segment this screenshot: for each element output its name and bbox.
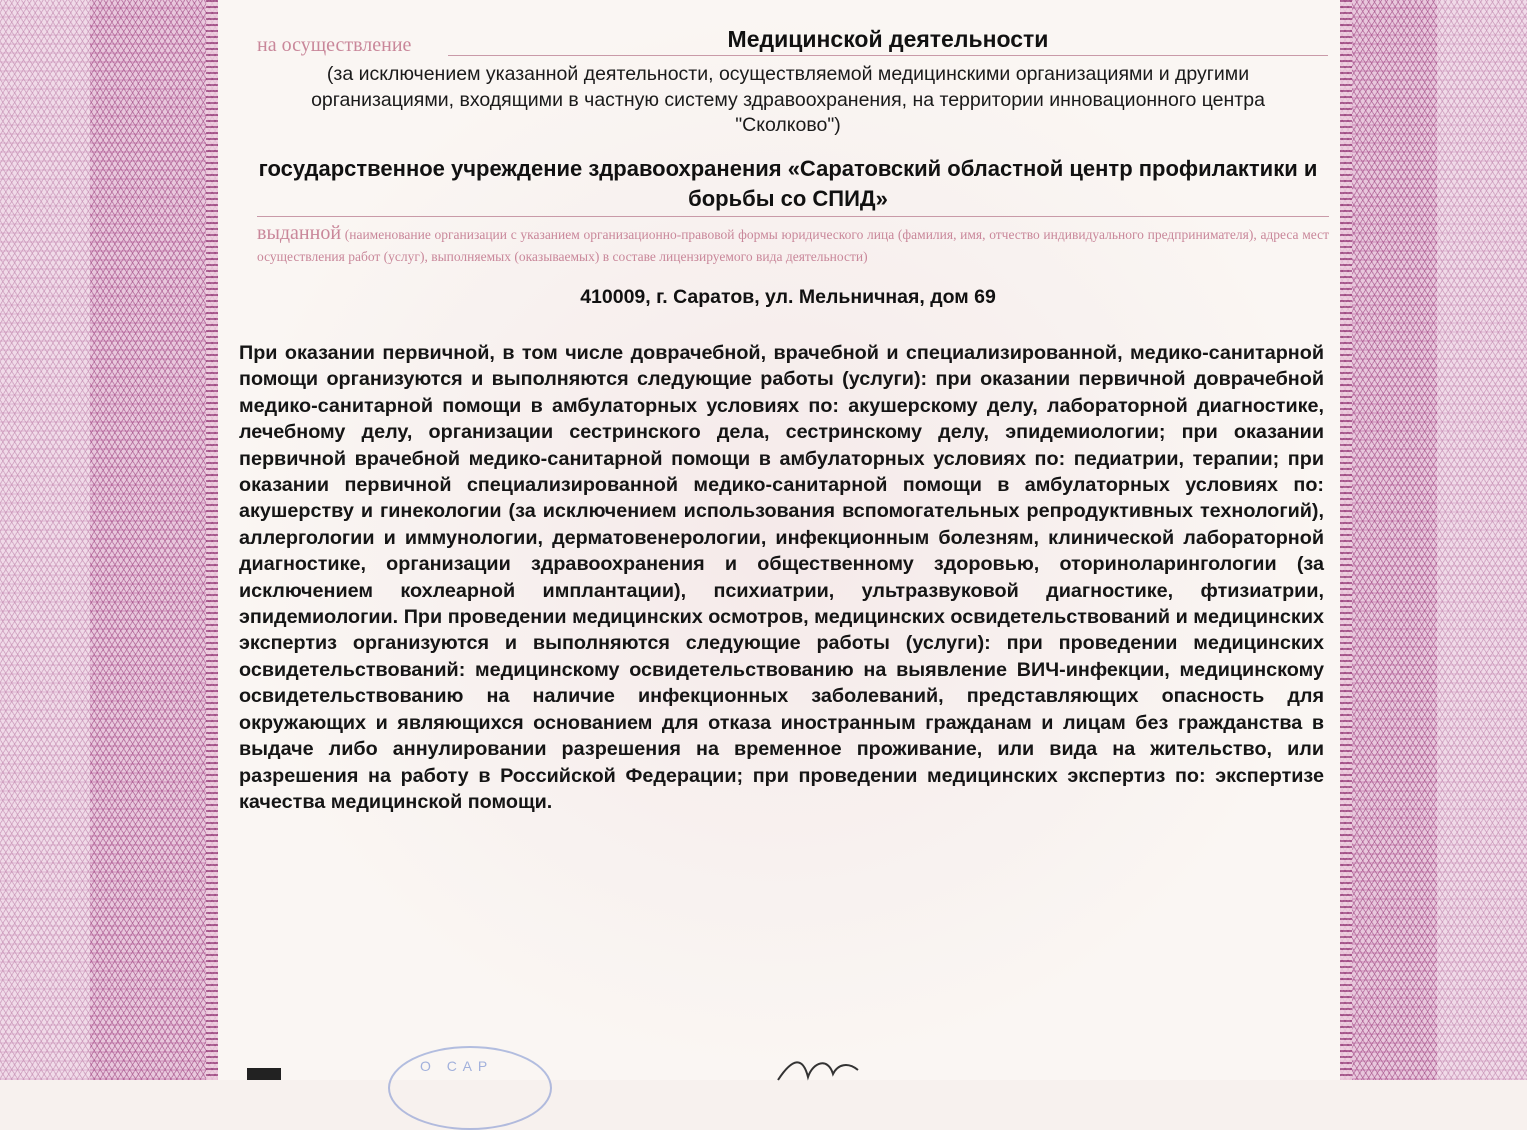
ornamental-border-right (1340, 0, 1527, 1080)
license-sheet (218, 0, 1340, 1080)
activity-title: Медицинской деятельности (727, 26, 1049, 52)
exclusion-note: (за исключением указанной деятельности, осуществляемой медицинскими организациями и другими организациями, входящими в частную систему здравоохранения, на территории инновационного центра "Сколково") (311, 63, 1265, 136)
seal-text: О САР (420, 1058, 494, 1074)
organization-rule (257, 216, 1329, 217)
address: 410009, г. Саратов, ул. Мельничная, дом 69 (580, 286, 996, 308)
ornamental-border-left (0, 0, 218, 1080)
organization-name: государственное учреждение здравоохранения «Саратовский областной центр профилактики и борьбы со СПИД» (258, 156, 1318, 211)
activity-label: на осуществление (257, 34, 412, 56)
services-text: При оказании первичной, в том числе доврачебной, врачебной и специализированной, медико-санитарной помощи организуются и выполняются следующие работы (услуги): при оказании первичной доврачебной медико-санитарной помощи в амбулаторных условиях по: акушерскому делу, лабораторной диагностике, лечебному делу, организации сестринского дела, сестринскому делу, эпидемиологии; при оказании первичной врачебной медико-санитарной помощи в амбулаторных условиях по: педиатрии, терапии; при оказании первичной специализированной медико-санитарной помощи в амбулаторных условиях по: акушерству и гинекологии (за исключением использования вспомогательных репродуктивных технологий), аллергологии и иммунологии, дерматовенерологии, инфекционным болезням, клинической лабораторной диагностике, организации здравоохранения и общественному здоровью, оториноларингологии (за исключением кохлеарной имплантации), психиатрии, ультразвуковой диагностике, фтизиатрии, эпидемиологии. При проведении медицинских осмотров, медицинских освидетельствований и медицинских экспертиз организуются и выполняются следующие работы (услуги): при проведении медицинских освидетельствований: медицинскому освидетельствованию на выявление ВИЧ-инфекции, медицинскому освидетельствованию на наличие инфекционных заболеваний, представляющих опасность для окружающих и являющихся основанием для отказа иностранным гражданам и лицам без гражданства в выдаче либо аннулировании разрешения на временное проживание, или вида на жительство, или разрешения на работу в Российской Федерации; при проведении медицинских экспертиз по: экспертизе качества медицинской помощи. (239, 342, 1324, 813)
issued-description: (наименование организации с указанием организационно-правовой формы юридического лица (фамилия, имя, отчество индивидуального предпринимателя), адреса мест осуществления работ (услуг), выполняемых (оказываемых) в составе лицензируемого вида деятельности) (257, 227, 1329, 264)
issued-label: выданной (257, 222, 342, 244)
activity-rule (448, 55, 1328, 56)
official-seal (388, 1046, 552, 1130)
signature (773, 1052, 863, 1082)
issued-block (257, 222, 1329, 268)
footer-text-fragment (247, 1068, 281, 1080)
